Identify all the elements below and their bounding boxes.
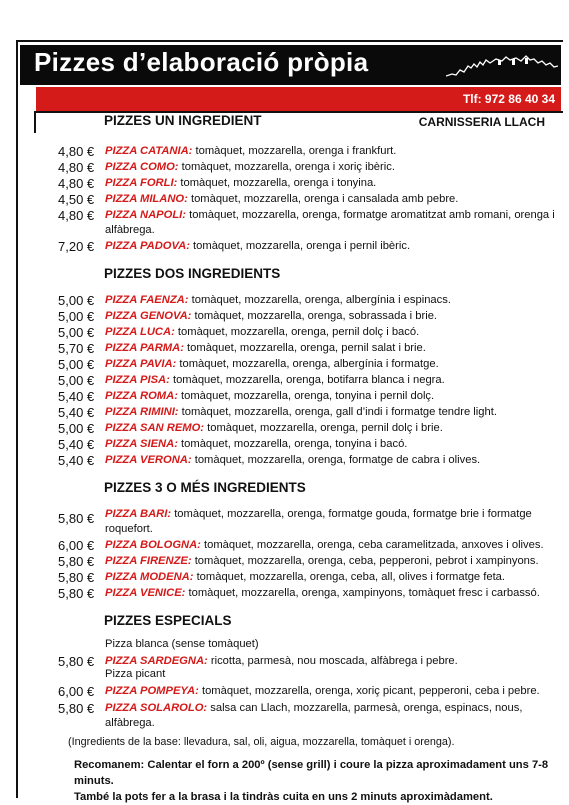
item-ingredients: tomàquet, mozzarella, orenga, ceba caramelitzada, anxoves i olives. [200, 539, 544, 551]
item-name: PIZZA BOLOGNA: [105, 539, 201, 551]
item-name: PIZZA ROMA: [105, 390, 178, 402]
item-ingredients: tomàquet, mozzarella, orenga, botifarra blanca i negra. [169, 374, 445, 386]
item-name: PIZZA PARMA: [105, 342, 184, 354]
item-ingredients: tomàquet, mozzarella, orenga, pernil salat i brie. [183, 342, 426, 354]
item-ingredients: tomàquet, mozzarella, orenga i tonyina. [177, 177, 377, 189]
item-ingredients: salsa can Llach, mozzarella, parmesà, orenga, espinacs, nous, alfàbrega. [105, 702, 523, 729]
item-name: PIZZA CATANIA: [105, 145, 193, 157]
item-price: 5,00 € [58, 373, 95, 388]
item-name: PIZZA POMPEYA: [105, 685, 199, 697]
butcher-name: CARNISSERIA LLACH [418, 115, 545, 129]
item-price: 5,80 € [58, 511, 95, 526]
item-price: 5,40 € [58, 437, 95, 452]
item-ingredients: tomàquet, mozzarella, orenga, ceba, all, olives i formatge feta. [193, 571, 506, 583]
item-ingredients: tomàquet, mozzarella, orenga, xoriç picant, pepperoni, ceba i pebre. [198, 685, 540, 697]
recommendation [74, 757, 569, 805]
item-ingredients: tomàquet, mozzarella, orenga i frankfurt. [192, 145, 397, 157]
item-price: 5,70 € [58, 341, 95, 356]
item-name: PIZZA FIRENZE: [105, 555, 192, 567]
item-price: 4,50 € [58, 192, 95, 207]
item-name: PIZZA SOLAROLO: [105, 702, 208, 714]
item-ingredients: tomàquet, mozzarella, orenga i pernil ibèric. [189, 240, 411, 252]
item-ingredients: tomàquet, mozzarella, orenga, formatge gouda, formatge brie i formatge roquefort. [105, 508, 532, 535]
item-name: PIZZA BARI: [105, 508, 172, 520]
item-price: 5,80 € [58, 554, 95, 569]
item-name: PIZZA PADOVA: [105, 240, 190, 252]
item-name: PIZZA SAN REMO: [105, 422, 205, 434]
item-name: PIZZA NAPOLI: [105, 209, 186, 221]
item-price: 7,20 € [58, 239, 95, 254]
item-price: 4,80 € [58, 176, 95, 191]
item-name: PIZZA MILANO: [105, 193, 188, 205]
item-price: 5,00 € [58, 325, 95, 340]
item-price: 5,40 € [58, 405, 95, 420]
section-title-two-ingredients: PIZZES DOS INGREDIENTS [104, 266, 281, 281]
section-title-three-ingredients: PIZZES 3 O MÉS INGREDIENTS [104, 480, 306, 495]
item-price: 4,80 € [58, 208, 95, 223]
page-title: Pizzes d’elaboració pròpia [34, 47, 369, 77]
recommendation-line-1: Recomanem: Calentar el forn a 200º (sense grill) i coure la pizza aproximadament uns 7-8 minuts. [74, 759, 549, 787]
subheading-spicy-pizza: Pizza picant [105, 668, 166, 680]
item-price: 5,40 € [58, 389, 95, 404]
item-ingredients: tomàquet, mozzarella, orenga, ceba, pepperoni, pebrot i xampinyons. [191, 555, 539, 567]
item-price: 5,00 € [58, 309, 95, 324]
item-name: PIZZA SARDEGNA: [105, 655, 208, 667]
item-price: 5,00 € [58, 421, 95, 436]
item-price: 5,00 € [58, 293, 95, 308]
item-name: PIZZA RIMINI: [105, 406, 179, 418]
item-name: PIZZA LUCA: [105, 326, 175, 338]
item-ingredients: tomàquet, mozzarella, orenga i cansalada amb pebre. [187, 193, 459, 205]
item-price: 4,80 € [58, 160, 95, 175]
item-ingredients: tomàquet, mozzarella, orenga, formatge de cabra i olives. [191, 454, 481, 466]
section-title-special: PIZZES ESPECIALS [104, 613, 232, 628]
item-price: 5,00 € [58, 357, 95, 372]
item-price: 6,00 € [58, 684, 95, 699]
recommendation-line-2: També la pots fer a la brasa i la tindràs cuita en uns 2 minuts aproximàdament. [74, 791, 493, 803]
item-ingredients: ricotta, parmesà, nou moscada, alfàbrega i pebre. [207, 655, 458, 667]
item-price: 4,80 € [58, 144, 95, 159]
item-price: 5,40 € [58, 453, 95, 468]
item-name: PIZZA GENOVA: [105, 310, 192, 322]
item-ingredients: tomàquet, mozzarella, orenga, tonyina i pernil dolç. [177, 390, 435, 402]
subheading-white-pizza: Pizza blanca (sense tomàquet) [105, 638, 259, 650]
item-ingredients: tomàquet, mozzarella, orenga, pernil dolç i brie. [204, 422, 443, 434]
item-name: PIZZA VENICE: [105, 587, 186, 599]
item-ingredients: tomàquet, mozzarella, orenga, xampinyons, tomàquet fresc i carbassó. [185, 587, 540, 599]
phone-number: Tlf: 972 86 40 34 [462, 92, 555, 106]
item-name: PIZZA FORLI: [105, 177, 178, 189]
item-name: PIZZA COMO: [105, 161, 179, 173]
item-ingredients: tomàquet, mozzarella, orenga, gall d’indi i formatge tendre light. [178, 406, 497, 418]
item-ingredients: tomàquet, mozzarella, orenga, sobrassada i brie. [191, 310, 438, 322]
item-price: 5,80 € [58, 570, 95, 585]
item-name: PIZZA FAENZA: [105, 294, 189, 306]
section-title-one-ingredient: PIZZES UN INGREDIENT [104, 113, 262, 128]
item-name: PIZZA MODENA: [105, 571, 194, 583]
item-price: 5,80 € [58, 586, 95, 601]
town-skyline-icon [446, 50, 558, 78]
item-name: PIZZA PAVIA: [105, 358, 177, 370]
item-price: 6,00 € [58, 538, 95, 553]
item-price: 5,80 € [58, 654, 95, 669]
item-ingredients: tomàquet, mozzarella, orenga, albergínia i formatge. [176, 358, 439, 370]
item-ingredients: tomàquet, mozzarella, orenga, pernil dolç i bacó. [174, 326, 420, 338]
base-ingredients-note: (Ingredients de la base: llevadura, sal, oli, aigua, mozzarella, tomàquet i orenga). [68, 736, 455, 748]
item-ingredients: tomàquet, mozzarella, orenga, albergínia i espinacs. [188, 294, 451, 306]
item-ingredients: tomàquet, mozzarella, orenga i xoriç ibèric. [178, 161, 395, 173]
item-name: PIZZA PISA: [105, 374, 170, 386]
item-price: 5,80 € [58, 701, 95, 716]
item-name: PIZZA VERONA: [105, 454, 192, 466]
item-ingredients: tomàquet, mozzarella, orenga, formatge aromatitzat amb romani, orenga i alfàbrega. [105, 209, 555, 236]
item-ingredients: tomàquet, mozzarella, orenga, tonyina i bacó. [177, 438, 408, 450]
item-name: PIZZA SIENA: [105, 438, 178, 450]
